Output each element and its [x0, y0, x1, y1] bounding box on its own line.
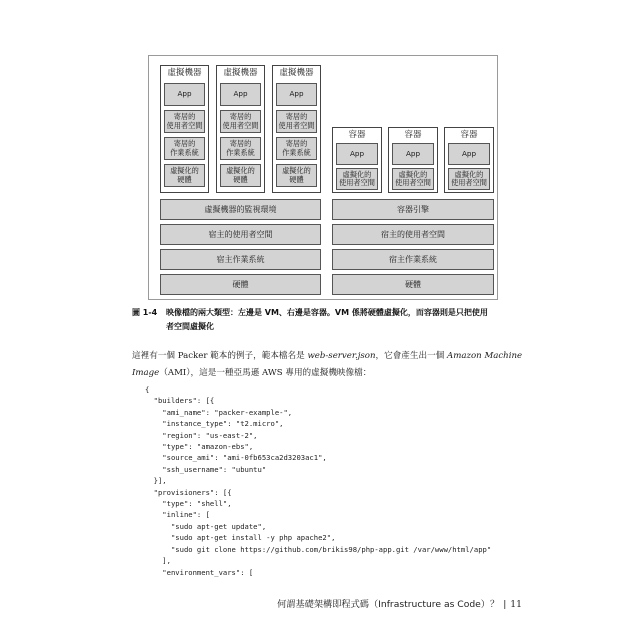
code-line: ], [145, 556, 171, 566]
ami-term: Amazon Machine Image [132, 351, 523, 378]
page-footer [260, 596, 522, 610]
hardware-bar: 硬體 [160, 274, 321, 295]
vm-guest-userspace: 寄居的 使用者空間 [164, 110, 205, 133]
container-virtual-userspace: 虛擬化的 使用者空間 [448, 168, 490, 190]
figure-caption [132, 306, 532, 334]
code-line: "sudo git clone https://github.com/brikis98/php-app.git /var/www/html/app" [145, 544, 492, 554]
code-line: "builders": [{ [145, 396, 215, 406]
container-title: 容器 [404, 130, 422, 140]
container-app: App [392, 143, 434, 165]
vm-app: App [276, 83, 317, 106]
code-line: "provisioners": [{ [145, 487, 232, 497]
vm-virtual-hardware: 虛擬化的 硬體 [276, 164, 317, 187]
figure-number: 圖 1-4 [132, 308, 158, 317]
host-os-bar: 宿主作業系統 [160, 249, 321, 270]
code-line: "instance_type": "t2.micro", [145, 419, 284, 429]
caption-line-1: 映像檔的兩大類型：左邊是 VM、右邊是容器。VM 係將硬體虛擬化，而容器則是只把使用 [166, 308, 488, 317]
code-line: "ami_name": "packer-example-", [145, 407, 293, 417]
container-engine-bar: 容器引擎 [332, 199, 494, 220]
vm-app: App [220, 83, 261, 106]
code-block [145, 384, 525, 578]
vm-title: 虛擬機器 [167, 68, 202, 78]
vm-title: 虛擬機器 [279, 68, 314, 78]
hypervisor-bar: 虛擬機器的監視環境 [160, 199, 321, 220]
code-line: "sudo apt-get install -y php apache2", [145, 533, 336, 543]
para-text: （AMI），這是一種亞馬遜 AWS 專用的虛擬機映像檔： [159, 368, 372, 378]
hardware-bar: 硬體 [332, 274, 494, 295]
container-app: App [448, 143, 490, 165]
vm-virtual-hardware: 虛擬化的 硬體 [164, 164, 205, 187]
code-line: { [145, 385, 150, 394]
container-title: 容器 [460, 130, 478, 140]
vm-virtual-hardware: 虛擬化的 硬體 [220, 164, 261, 187]
vm-app: App [164, 83, 205, 106]
code-line: "region": "us-east-2", [145, 430, 258, 440]
vm-guest-userspace: 寄居的 使用者空間 [276, 110, 317, 133]
caption-line-2: 者空間虛擬化 [166, 322, 214, 331]
vm-box [272, 65, 321, 193]
container-title: 容器 [348, 130, 366, 140]
para-text: 這裡有一個 Packer 範本的例子，範本檔名是 [132, 351, 308, 361]
host-os-bar: 宿主作業系統 [332, 249, 494, 270]
code-line: "inline": [ [145, 510, 210, 520]
code-line: "sudo apt-get update", [145, 521, 267, 531]
vm-title: 虛擬機器 [223, 68, 258, 78]
file-name: web-server.json [307, 351, 376, 361]
code-line: "type": "amazon-ebs", [145, 442, 254, 452]
vm-guest-userspace: 寄居的 使用者空間 [220, 110, 261, 133]
body-paragraph [132, 348, 532, 382]
vm-guest-os: 寄居的 作業系統 [220, 137, 261, 160]
para-text: ，它會產生出一個 [375, 351, 447, 361]
code-line: "ssh_username": "ubuntu" [145, 464, 267, 474]
container-box [332, 127, 382, 193]
footer-separator: | [503, 599, 507, 610]
page-number: 11 [510, 599, 522, 610]
container-virtual-userspace: 虛擬化的 使用者空間 [336, 168, 378, 190]
vm-box [160, 65, 209, 193]
vm-guest-os: 寄居的 作業系統 [276, 137, 317, 160]
container-box [388, 127, 438, 193]
container-virtual-userspace: 虛擬化的 使用者空間 [392, 168, 434, 190]
code-line: "environment_vars": [ [145, 567, 254, 577]
vm-vs-container-figure [148, 55, 498, 300]
code-line: "source_ami": "ami-0fb653ca2d3203ac1", [145, 453, 327, 463]
container-app: App [336, 143, 378, 165]
running-title: 何謂基礎架構即程式碼（Infrastructure as Code）？ [277, 599, 500, 610]
container-box [444, 127, 494, 193]
code-line: }], [145, 476, 167, 486]
host-userspace-bar: 宿主的使用者空間 [160, 224, 321, 245]
vm-box [216, 65, 265, 193]
code-line: "type": "shell", [145, 499, 232, 509]
host-userspace-bar: 宿主的使用者空間 [332, 224, 494, 245]
vm-guest-os: 寄居的 作業系統 [164, 137, 205, 160]
